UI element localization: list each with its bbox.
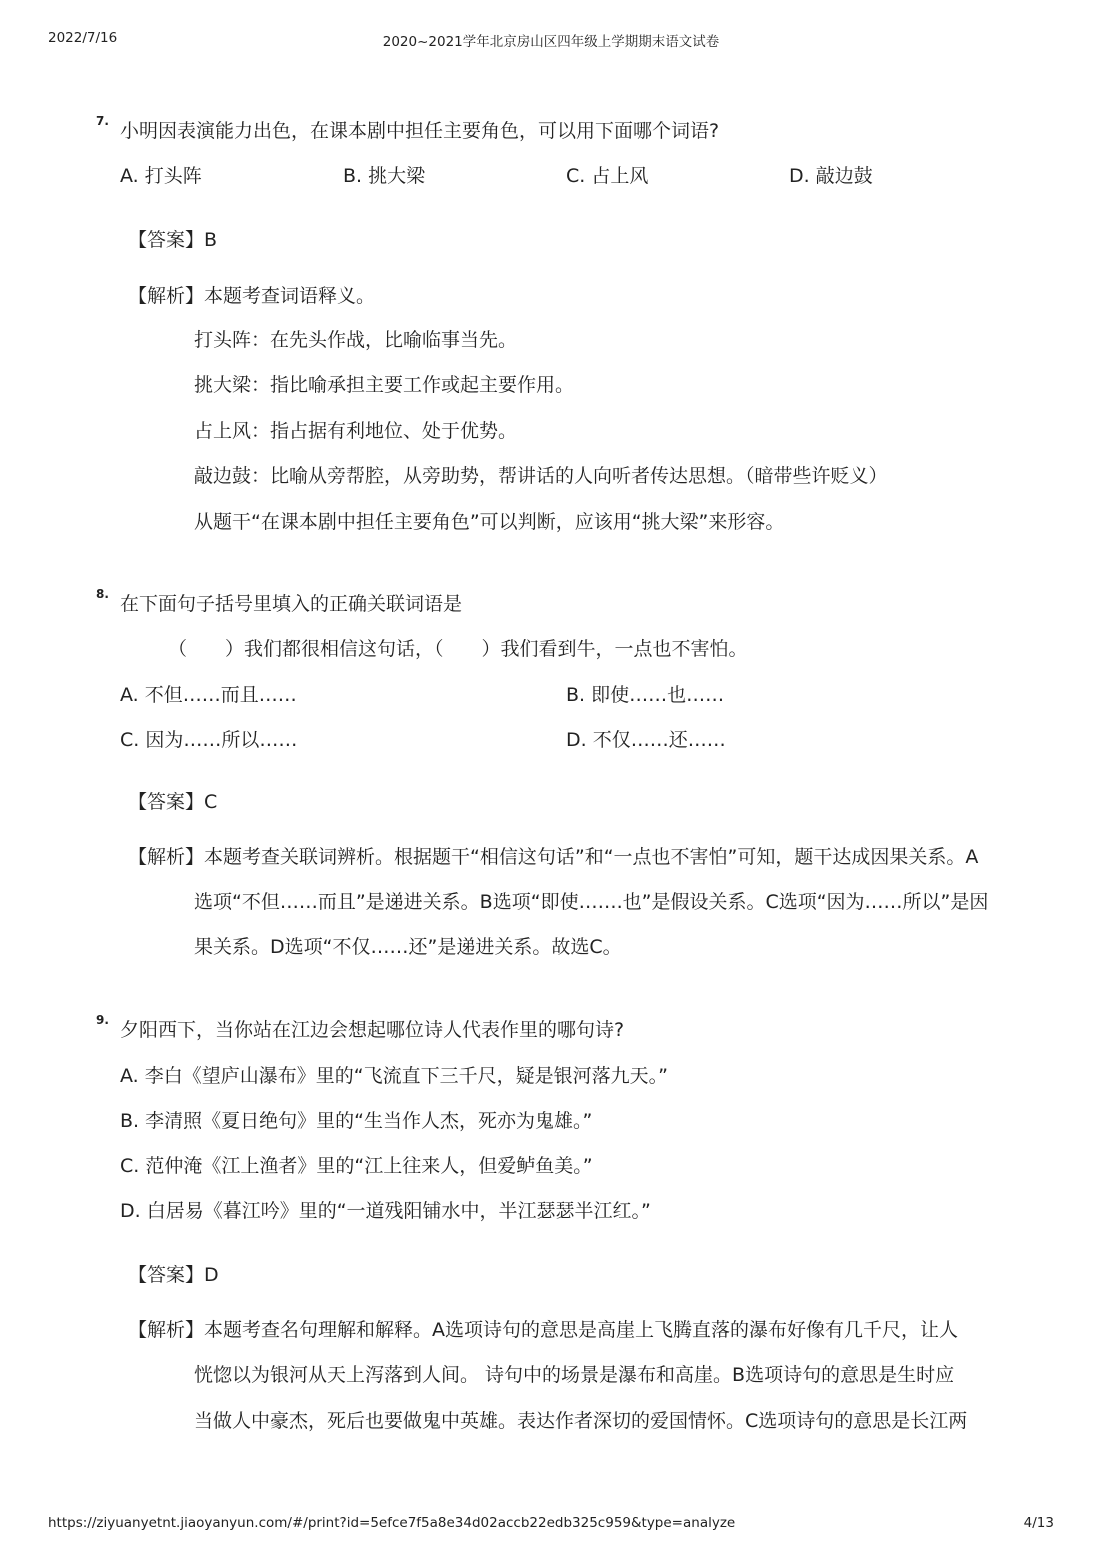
- answer-value: B: [204, 229, 218, 251]
- source-url: https://ziyuanyetnt.jiaoyanyun.com/#/print?id=5efce7f5a8e34d02accb22edb325c959&type=analyze: [48, 1515, 736, 1531]
- answer-line: [128, 225, 217, 252]
- answer-line: [128, 787, 217, 814]
- answer-label: 【答案】: [128, 229, 205, 251]
- analysis-text: 从题干“在课本剧中担任主要角色”可以判断，应该用“挑大梁”来形容。: [194, 511, 785, 533]
- option-b: B. 即使……也……: [566, 684, 725, 706]
- analysis-text: 占上风：指占据有利地位、处于优势。: [194, 420, 518, 442]
- option-d: D. 敲边鼓: [789, 165, 873, 187]
- analysis-text: 恍惚以为银河从天上泻落到人间。 诗句中的场景是瀑布和高崖。B选项诗句的意思是生时应: [194, 1364, 955, 1386]
- question-stem: 夕阳西下，当你站在江边会想起哪位诗人代表作里的哪句诗?: [120, 1019, 625, 1041]
- print-date: 2022/7/16: [48, 30, 118, 46]
- analysis-text: 打头阵：在先头作战，比喻临事当先。: [194, 329, 518, 351]
- analysis-line: [128, 1315, 958, 1342]
- question-number: 8.: [96, 587, 109, 601]
- answer-value: D: [204, 1264, 219, 1286]
- question-number: 9.: [96, 1013, 109, 1027]
- option-b: B. 挑大梁: [343, 165, 426, 187]
- question-sentence: （ ）我们都很相信这句话，（ ）我们看到牛，一点也不害怕。: [168, 638, 748, 660]
- analysis-text: 当做人中豪杰，死后也要做鬼中英雄。表达作者深切的爱国情怀。C选项诗句的意思是长江两: [194, 1410, 968, 1432]
- answer-label: 【答案】: [128, 791, 205, 813]
- option-d: D. 不仅……还……: [566, 729, 726, 751]
- option-a: A. 不但……而且……: [120, 684, 297, 706]
- option-d: D. 白居易《暮江吟》里的“一道残阳铺水中，半江瑟瑟半江红。”: [120, 1200, 651, 1222]
- analysis-line: [128, 842, 978, 869]
- analysis-text: 本题考查名句理解和解释。A选项诗句的意思是高崖上飞腾直落的瀑布好像有几千尺，让人: [204, 1319, 959, 1341]
- analysis-text: 敲边鼓：比喻从旁帮腔，从旁助势，帮讲话的人向听者传达思想。（暗带些许贬义）: [194, 465, 888, 487]
- question-stem: 在下面句子括号里填入的正确关联词语是: [120, 593, 463, 615]
- analysis-text: 本题考查词语释义。: [204, 285, 376, 307]
- question-number: 7.: [96, 114, 109, 128]
- analysis-line: [128, 281, 375, 308]
- option-c: C. 占上风: [566, 165, 649, 187]
- analysis-label: 【解析】: [128, 846, 205, 868]
- analysis-text: 选项“不但……而且”是递进关系。B选项“即使…….也”是假设关系。C选项“因为……所以”是因: [194, 891, 989, 913]
- answer-value: C: [204, 791, 218, 813]
- document-title: 2020~2021学年北京房山区四年级上学期期末语文试卷: [382, 34, 720, 50]
- analysis-text: 挑大梁：指比喻承担主要工作或起主要作用。: [194, 374, 575, 396]
- question-stem: 小明因表演能力出色，在课本剧中担任主要角色，可以用下面哪个词语?: [120, 120, 720, 142]
- answer-line: [128, 1260, 219, 1287]
- analysis-label: 【解析】: [128, 285, 205, 307]
- analysis-text: 果关系。D选项“不仅……还”是递进关系。故选C。: [194, 936, 622, 958]
- option-c: C. 因为……所以……: [120, 729, 298, 751]
- option-a: A. 打头阵: [120, 165, 202, 187]
- page-number: 4/13: [1023, 1515, 1054, 1531]
- answer-label: 【答案】: [128, 1264, 205, 1286]
- option-a: A. 李白《望庐山瀑布》里的“飞流直下三千尺，疑是银河落九天。”: [120, 1065, 668, 1087]
- analysis-label: 【解析】: [128, 1319, 205, 1341]
- analysis-text: 本题考查关联词辨析。根据题干“相信这句话”和“一点也不害怕”可知，题干达成因果关系。A: [204, 846, 979, 868]
- option-b: B. 李清照《夏日绝句》里的“生当作人杰，死亦为鬼雄。”: [120, 1110, 593, 1132]
- option-c: C. 范仲淹《江上渔者》里的“江上往来人，但爱鲈鱼美。”: [120, 1155, 593, 1177]
